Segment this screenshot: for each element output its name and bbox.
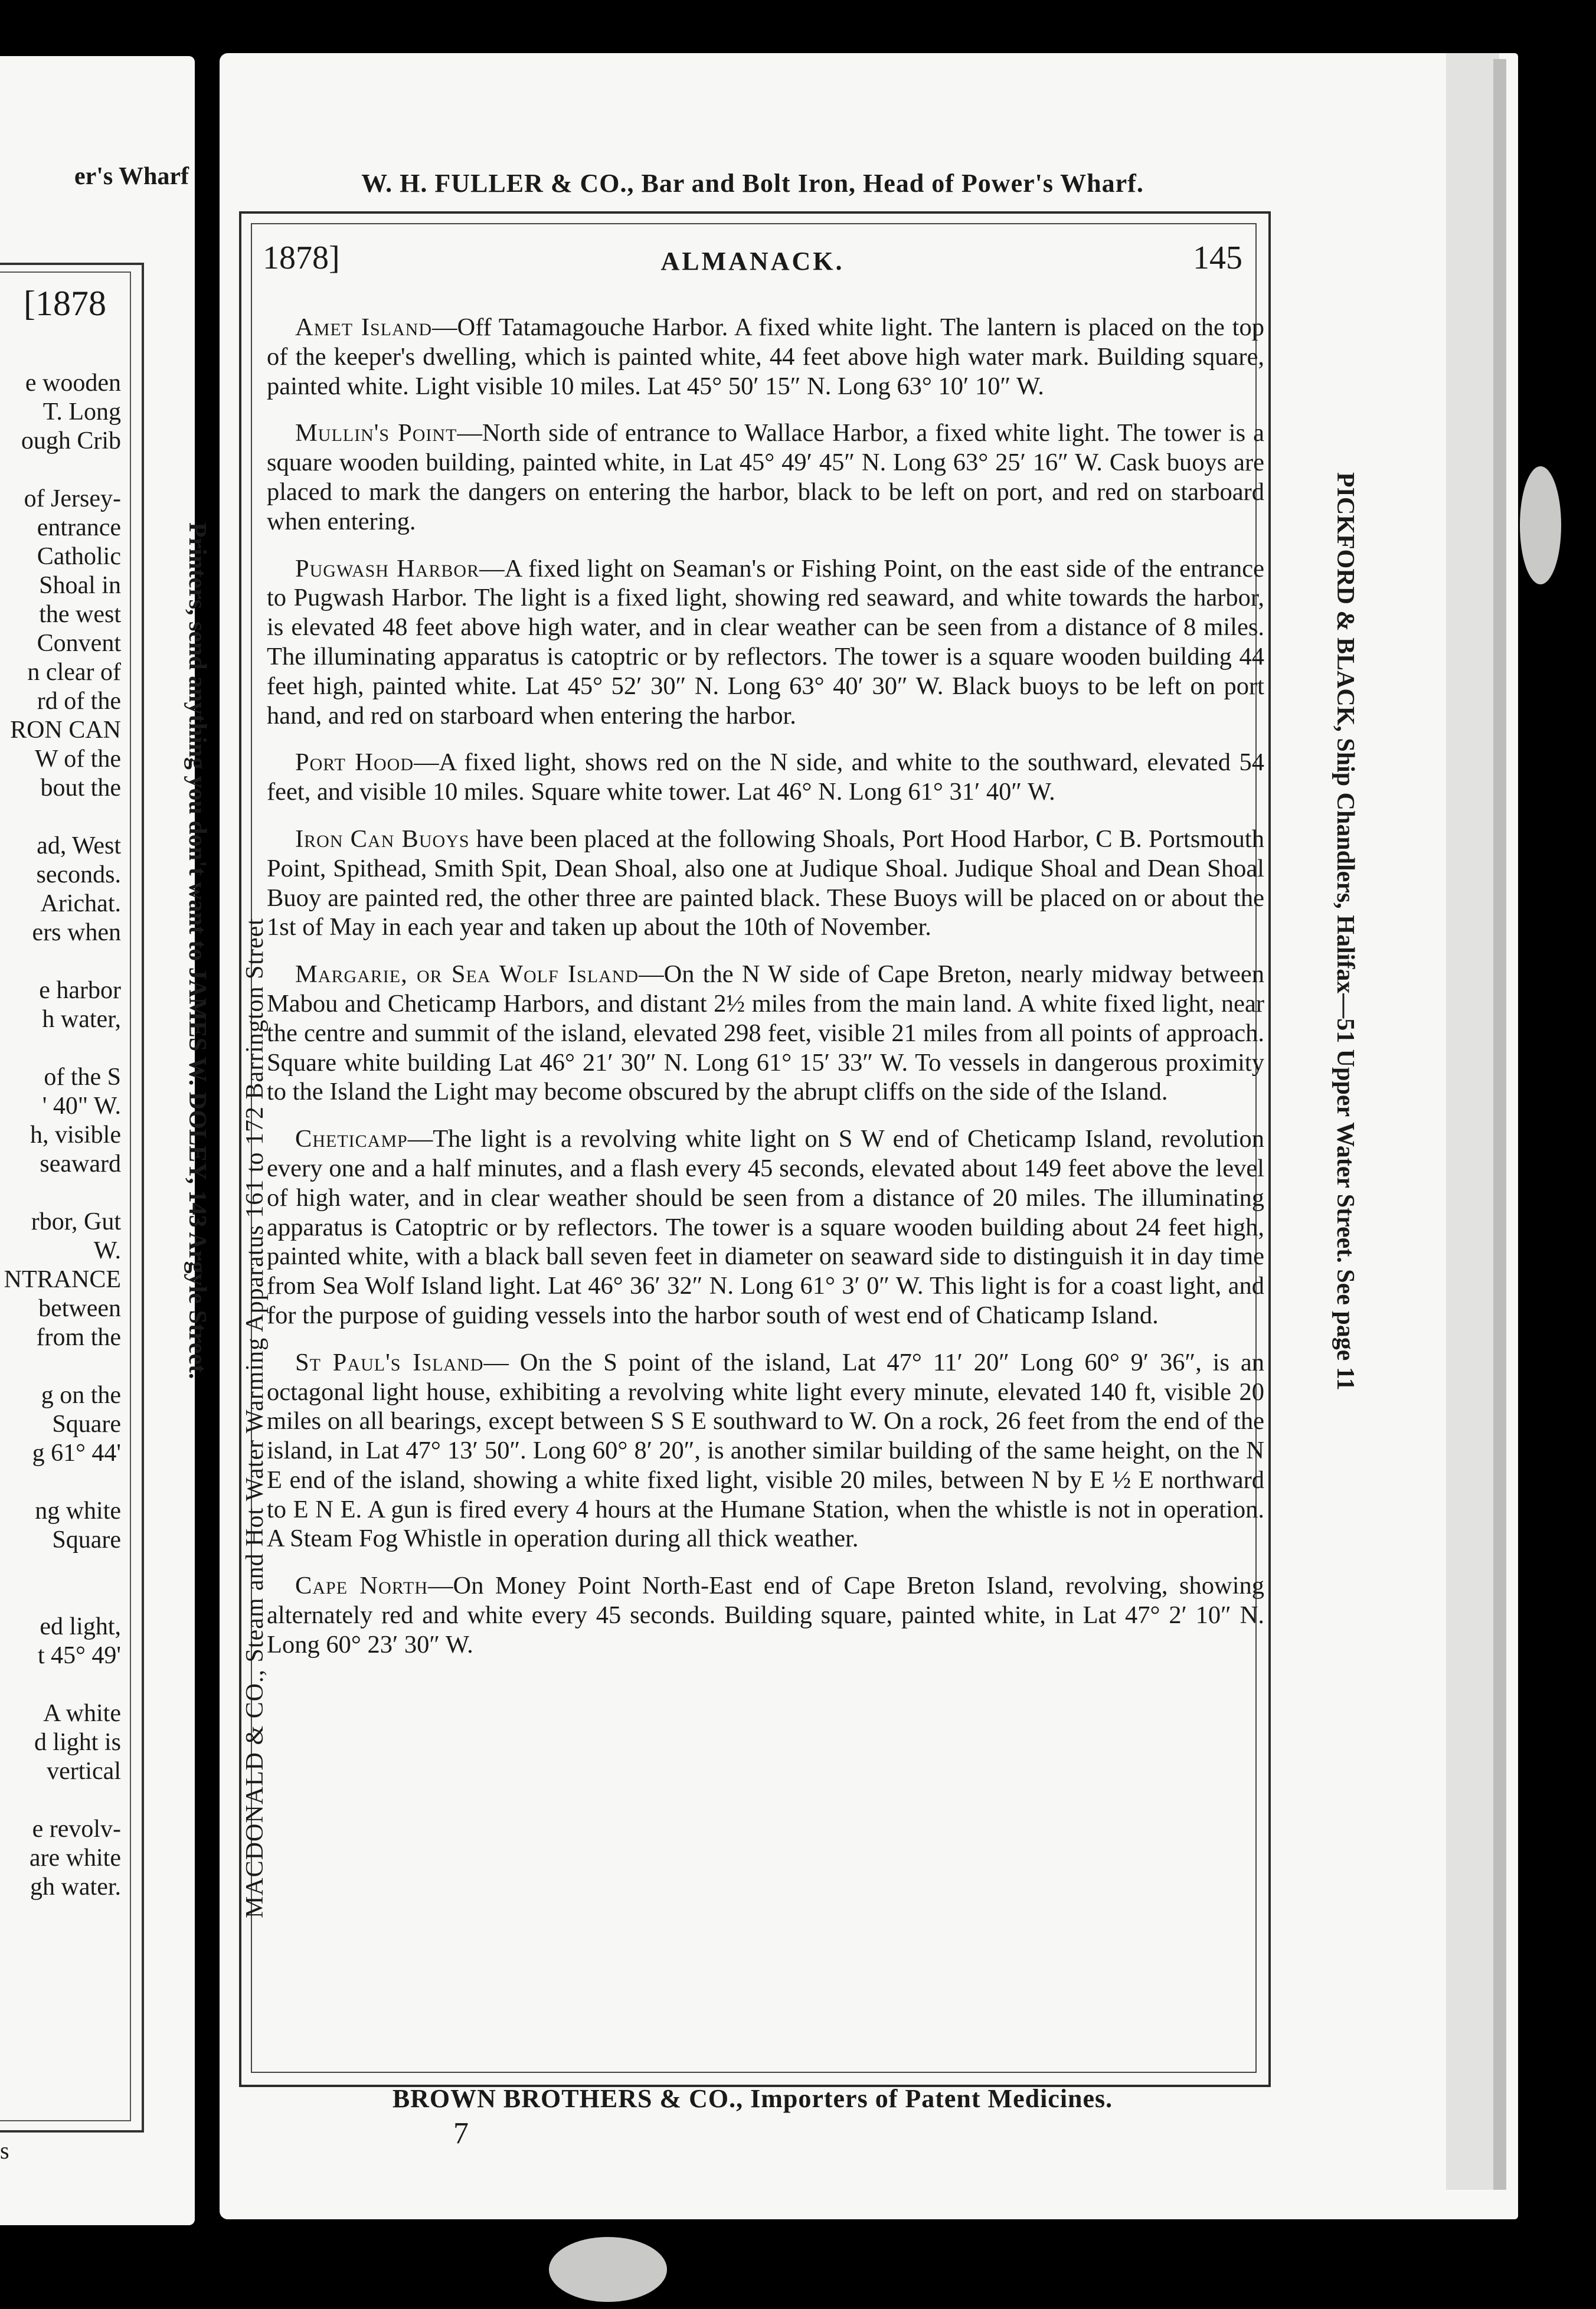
left-page-line: W of the [34,745,121,773]
entry-heading: Cape North [295,1572,428,1600]
folio-mark: 7 [453,2117,469,2150]
left-page-line: h, visible [30,1121,121,1149]
entry-body: —A fixed light on Seaman's or Fishing Point, on the east side of the entrance to Pugwash Harbor. The light is a fixed light, showing red seaward, and white towards the harbor, is elevated 48 feet above high water, and in clear weather can be seen from a distance of 8 miles. The illuminating apparatus is catoptric or by reflectors. The tower is a square wooden building 44 feet high, painted white. Lat 45° 52′ 30″ N. Long 63° 40′ 30″ W. Black buoys to be left on port hand, and red on starboard when entering the harbor. [267,554,1265,730]
left-page-line: e harbor [39,977,121,1004]
left-page-line [0,1555,121,1584]
left-page-line [0,456,121,485]
left-page-line [0,1352,121,1381]
left-page-line: e revolv- [32,1816,121,1843]
left-page-line: seaward [40,1150,121,1178]
left-page-line [0,803,121,832]
entry-heading: Pugwash Harbor [295,554,480,583]
left-page-line: d light is [34,1729,121,1756]
left-page-line: T. Long [42,398,121,426]
left-page-year: [1878 [24,284,106,323]
entry-heading: Iron Can Buoys [295,825,470,853]
left-page-header: er's Wharf [74,163,189,190]
lighthouse-entry [267,748,1264,807]
left-page-line: g on the [41,1382,121,1409]
lighthouse-entries [267,313,1264,1677]
side-advert-pickford: PICKFORD & BLACK, Ship Chandlers, Halifax—51 Upper Water Street. See page 11 [1332,472,1359,1391]
bottom-advert-banner: BROWN BROTHERS & CO., Importers of Patent Medicines. [392,2084,1113,2113]
left-page-line [0,1786,121,1815]
page-smudge [549,2237,667,2302]
left-page-line: rd of the [37,688,121,715]
entry-body: have been placed at the following Shoals, Port Hood Harbor, C B. Portsmouth Point, Spithead, Smith Spit, Dean Shoal, also one at Judique Shoal. Judique Shoal and Dean Shoal Buoy are painted red, the other three are painted black. These Buoys will be placed on or about the 1st of May in each year and taken up about the 10th of November. [267,825,1264,941]
page-edge-shadow [1493,59,1506,2190]
entry-body: —Off Tatamagouche Harbor. A fixed white light. The lantern is placed on the top of the keeper's dwelling, which is painted white, 44 feet above high water mark. Building square, painted white. Light visible 10 miles. Lat 45° 50′ 15″ N. Long 63° 10′ 10″ W. [267,313,1264,400]
left-page-line: bout the [40,774,121,802]
left-page-line: gh water. [30,1873,121,1901]
left-page-line: rbor, Gut [31,1208,121,1235]
left-page-line: ng white [35,1497,121,1525]
left-page-line: n clear of [27,659,121,686]
left-page-line: of the S [44,1064,121,1091]
left-page-line: ad, West [37,832,121,859]
left-page-line: ough Crib [21,427,121,454]
left-page-line: ed light, [40,1613,121,1640]
lighthouse-entry [267,313,1264,401]
lighthouse-entry [267,1571,1264,1659]
entry-body: —The light is a revolving white light on S W end of Cheticamp Island, revolution every one and a half minutes, and a flash every 45 seconds, elevated about 149 feet above the level of high water, and in clear weather should be seen from a distance of 20 miles. The illuminating apparatus is Catoptric or by reflectors. The tower is a square wooden building about 24 feet high, painted white, with a black ball seven feet in diameter on seaward side to distinguish it in day time from Sea Wolf Island light. Lat 46° 36′ 32″ N. Long 61° 3′ 0″ W. This light is for a coast light, and for the purpose of guiding vessels into the harbor south of west end of Chaticamp Island. [267,1125,1264,1329]
left-page-line: A white [43,1700,121,1727]
left-page-line [0,1468,121,1497]
entry-heading: St Paul's Island [295,1348,484,1376]
left-page-line: g 61° 44' [32,1440,121,1467]
page-edge [1446,53,1499,2190]
left-page-line: entrance [37,514,121,541]
page-number: 145 [1193,240,1242,276]
lighthouse-entry [267,1348,1264,1554]
page-smudge [1520,466,1561,584]
entry-heading: Mullin's Point [295,419,457,447]
entry-body: —On the N W side of Cape Breton, nearly midway between Mabou and Cheticamp Harbors, and distant 2½ miles from the main land. A white fixed light, near the centre and summit of the island, elevated 298 feet, visible 21 miles from all points of approach. Square white building Lat 46° 21′ 30″ N. Long 61° 15′ 33″ W. To vessels in dangerous proximity to the Island the Light may become obscured by the abrupt cliffs on the side of the Island. [267,960,1264,1106]
entry-body: —On Money Point North-East end of Cape Breton Island, revolving, showing alternately red and white every 45 seconds. Building square, painted white, in Lat 47° 2′ 10″ N. Long 60° 23′ 30″ W. [267,1572,1265,1659]
running-head-year: 1878] [263,240,340,276]
entry-body: —A fixed light, shows red on the N side, and white to the southward, elevated 54 feet, and visible 10 miles. Square white tower. Lat 46° N. Long 61° 31′ 40″ W. [267,748,1264,806]
entry-heading: Amet Island [295,313,432,341]
left-page-line [0,1179,121,1208]
left-page-line: Convent [37,630,121,657]
top-advert-banner: W. H. FULLER & CO., Bar and Bolt Iron, Head of Power's Wharf. [361,169,1144,198]
left-page-line: from the [36,1324,121,1351]
left-page-line: Square [52,1526,121,1553]
left-page-line: Arichat. [40,890,121,917]
left-page-line: Square [52,1411,121,1438]
left-page-line: W. [93,1237,121,1264]
left-page-line: NTRANCE [4,1266,121,1293]
left-page-line: are white [29,1844,121,1872]
left-page-line: t 45° 49' [37,1642,121,1669]
left-page [0,56,195,2225]
running-head-title: ALMANACK. [660,247,845,276]
entry-body: — On the S point of the island, Lat 47° 11′ 20″ Long 60° 9′ 36″, is an octagonal light house, exhibiting a revolving white light every minute, elevated 140 ft, visible 20 miles on all bearings, except between S S E southward to W. On a rock, 26 feet from the end of the island, in Lat 47° 13′ 50″. Long 60° 8′ 20″, is another similar building of the same height, on the N E end of the island, showing a white fixed light, visible 20 miles, between N by E ½ E northward to E N E. A gun is fired every 4 hours at the Humane Station, when the whistle is not in operation. A Steam Fog Whistle in operation during all thick weather. [267,1348,1264,1553]
lighthouse-entry [267,554,1264,731]
left-page-footer: s [0,2137,9,2164]
lighthouse-entry [267,1124,1264,1330]
left-page-line: vertical [47,1758,121,1785]
left-page-line: seconds. [36,861,121,888]
left-page-line: Catholic [37,543,121,570]
left-page-line [0,1034,121,1063]
lighthouse-entry [267,825,1264,942]
lighthouse-entry [267,418,1264,536]
left-page-line [0,1670,121,1699]
left-page-line: h water, [42,1006,121,1033]
left-page-line: e wooden [25,369,121,397]
left-page-line: between [38,1295,121,1322]
side-advert-doley: Printers, send anything you don't want to JAMES W. DOLEY, 143 Argyle Street. [184,522,211,1379]
lighthouse-entry [267,960,1264,1107]
left-page-line [0,1584,121,1613]
entry-heading: Cheticamp [295,1125,408,1153]
entry-body: —North side of entrance to Wallace Harbor, a fixed white light. The tower is a square wooden building, painted white, in Lat 45° 49′ 45″ N. Long 63° 25′ 16″ W. Cask buoys are placed to mark the dangers on entering the harbor, black to be left on port, and red on starboard when entering. [267,419,1264,535]
entry-heading: Port Hood [295,748,414,777]
left-page-line: the west [39,601,121,628]
left-page-line: ers when [32,919,121,946]
left-page-line: RON CAN [10,717,121,744]
side-advert-macdonald: MACDONALD & CO., Steam and Hot Water Warming Apparatus 161 to 172 Barrington Street [241,918,269,1918]
entry-heading: Margarie, or Sea Wolf Island [295,960,639,989]
running-head [263,239,1242,280]
left-page-line [0,947,121,976]
left-page-line: ' 40" W. [42,1093,121,1120]
left-page-text [0,369,121,1902]
left-page-line: Shoal in [39,572,121,599]
left-page-line: of Jersey- [24,485,121,512]
